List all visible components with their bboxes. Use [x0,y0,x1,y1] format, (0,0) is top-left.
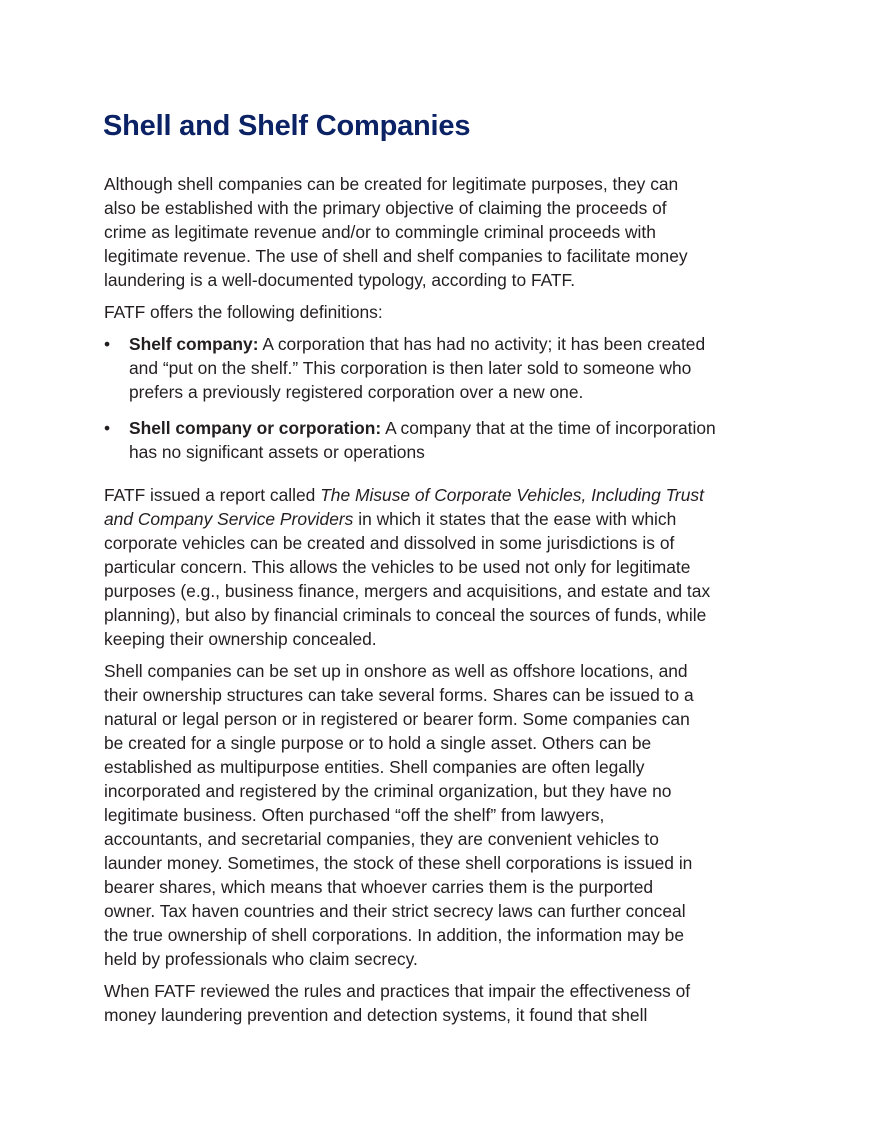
text-line: natural or legal person or in registered or bearer form. Some companies can [104,709,690,729]
paragraph-fatf-review [104,979,690,1027]
text-line [104,483,710,507]
list-item [104,416,716,464]
text-line: When FATF reviewed the rules and practices that impair the effectiveness of [104,981,691,1001]
paragraph-definitions-intro [104,300,383,324]
text-line: planning), but also by financial criminals to conceal the sources of funds, while [104,605,707,625]
text-line: legitimate revenue. The use of shell and shelf companies to facilitate money [104,246,688,266]
text-line: particular concern. This allows the vehicles to be used not only for legitimate [104,557,691,577]
bullet-icon: • [104,418,111,438]
text-line: corporate vehicles can be created and dissolved in some jurisdictions is of [104,533,675,553]
text-line: laundering is a well-documented typology, according to FATF. [104,270,576,290]
text-line: incorporated and registered by the criminal organization, but they have no [104,781,672,801]
definition-term: Shelf company: [129,334,259,354]
text-line: accountants, and secretarial companies, they are convenient vehicles to [104,829,659,849]
list-item [104,332,716,404]
text-line [129,416,716,440]
text-line: keeping their ownership concealed. [104,629,377,649]
text-line: bearer shares, which means that whoever carries them is the purported [104,877,654,897]
definition-text: A corporation that has had no activity; it has been created [258,334,706,354]
text-line: FATF offers the following definitions: [104,302,383,322]
text-line: purposes (e.g., business finance, mergers and acquisitions, and estate and tax [104,581,711,601]
definition-term: Shell company or corporation: [129,418,382,438]
paragraph-shell-companies [104,659,694,971]
report-title: The Misuse of Corporate Vehicles, Including Trust [320,485,704,505]
text-line: also be established with the primary objective of claiming the proceeds of [104,198,667,218]
text-line: legitimate business. Often purchased “off the shelf” from lawyers, [104,805,605,825]
text-line: established as multipurpose entities. Shell companies are often legally [104,757,645,777]
text-line: prefers a previously registered corporation over a new one. [129,382,584,402]
text-span: in which it states that the ease with which [353,509,677,529]
text-line: launder money. Sometimes, the stock of these shell corporations is issued in [104,853,693,873]
text-line: be created for a single purpose or to hold a single asset. Others can be [104,733,652,753]
paragraph-intro [104,172,688,292]
text-line: money laundering prevention and detection systems, it found that shell [104,1005,648,1025]
page-title: Shell and Shelf Companies [103,110,471,142]
text-line: crime as legitimate revenue and/or to commingle criminal proceeds with [104,222,656,242]
definition-text: A company that at the time of incorporation [381,418,716,438]
text-line: has no significant assets or operations [129,442,425,462]
text-line: Shell companies can be set up in onshore as well as offshore locations, and [104,661,688,681]
text-line: owner. Tax haven countries and their strict secrecy laws can further conceal [104,901,686,921]
text-line [104,507,710,531]
text-line: held by professionals who claim secrecy. [104,949,418,969]
report-title: and Company Service Providers [104,509,354,529]
bullet-icon: • [104,334,111,354]
definitions-list [104,332,716,464]
paragraph-fatf-report [104,483,710,651]
text-line [129,332,716,356]
text-span: FATF issued a report called [104,485,321,505]
text-line: the true ownership of shell corporations. In addition, the information may be [104,925,685,945]
text-line: and “put on the shelf.” This corporation is then later sold to someone who [129,358,692,378]
text-line: Although shell companies can be created for legitimate purposes, they can [104,174,679,194]
text-line: their ownership structures can take several forms. Shares can be issued to a [104,685,694,705]
